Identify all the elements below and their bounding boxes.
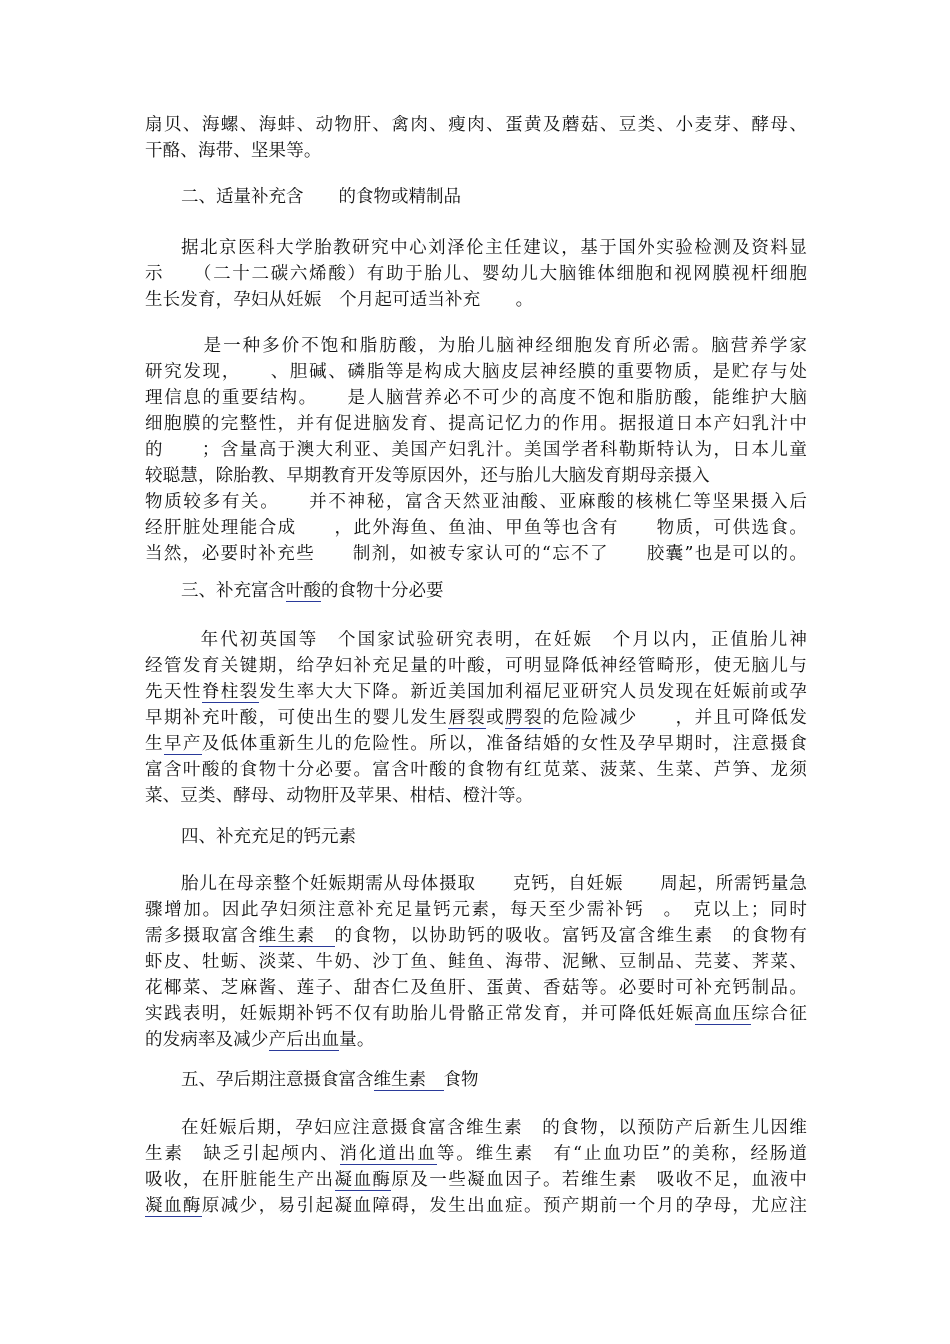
text-line: 示 （二十二碳六烯酸）有助于胎儿、婴幼儿大脑锥体细胞和视网膜视杆细胞	[145, 264, 807, 284]
text-line: 菜、豆类、酵母、动物肝及苹果、柑桔、橙汁等。	[145, 786, 534, 806]
text-line: 扇贝、海螺、海蚌、动物肝、禽肉、瘦肉、蛋黄及蘑菇、豆类、小麦芽、酵母、	[145, 115, 807, 135]
text-line: 需多摄取富含维生素 的食物，以协助钙的吸收。富钙及富含维生素 的食物有	[145, 926, 808, 946]
paragraph-folic-acid	[145, 627, 807, 809]
text-line: 当然，必要时补充些 制剂，如被专家认可的“忘不了 胶囊”也是可以的。	[145, 544, 807, 564]
text-line: 物质较多有关。 并不神秘，富含天然亚油酸、亚麻酸的核桃仁等坚果摄入后	[145, 492, 807, 512]
text-line: 骤增加。因此孕妇须注意补充足量钙元素，每天至少需补钙 。 克以上；同时	[145, 900, 807, 920]
text-line: 在妊娠后期，孕妇应注意摄食富含维生素 的食物，以预防产后新生儿因维	[181, 1118, 807, 1138]
paragraph-foods-zinc	[145, 112, 807, 164]
heading-text: 三、补充富含	[181, 581, 286, 601]
text-line: 早期补充叶酸，可使出生的婴儿发生唇裂或腭裂的危险减少 ，并且可降低发	[145, 708, 807, 728]
text-line: 花椰菜、芝麻酱、莲子、甜杏仁及鱼肝、蛋黄、香菇等。必要时可补充钙制品。	[145, 978, 807, 998]
link-postpartum-hemorrhage[interactable]: 产后出血	[268, 1030, 340, 1050]
text-line: 先天性脊柱裂发生率大大下降。新近美国加利福尼亚研究人员发现在妊娠前或孕	[145, 682, 807, 702]
heading-text: 的食物十分必要	[321, 581, 444, 601]
link-thrombin[interactable]: 凝血酶	[145, 1196, 202, 1216]
paragraph-vitamin-k	[145, 1115, 807, 1219]
text-line: 实践表明，妊娠期补钙不仅有助胎儿骨骼正常发育，并可降低妊娠高血压综合征	[145, 1004, 807, 1024]
section-heading-5	[145, 1067, 479, 1093]
text-line: 经管发育关键期，给孕妇补充足量的叶酸，可明显降低神经管畸形，使无脑儿与	[145, 656, 807, 676]
text-line: 较聪慧，除胎教、早期教育开发等原因外，还与胎儿大脑发育期母亲摄入	[145, 466, 710, 486]
text-line: 据北京医科大学胎教研究中心刘泽伦主任建议，基于国外实验检测及资料显	[181, 238, 807, 258]
text-line: 的 ；含量高于澳大利亚、美国产妇乳汁。美国学者科勒斯特认为，日本儿童	[145, 440, 807, 460]
section-heading-2: 二、适量补充含 的食物或精制品	[181, 187, 461, 207]
text-line: 年代初英国等 个国家试验研究表明，在妊娠 个月以内，正值胎儿神	[181, 630, 807, 650]
text-line: 细胞膜的完整性，并有促进脑发育、提高记忆力的作用。据报道日本产妇乳汁中	[145, 414, 807, 434]
heading-text: 食物	[443, 1070, 479, 1090]
text-line: 胎儿在母亲整个妊娠期需从母体摄取 克钙，自妊娠 周起，所需钙量急	[181, 874, 807, 894]
link-premature-birth[interactable]: 早产	[163, 734, 202, 754]
paragraph-calcium	[145, 871, 807, 1053]
link-gi-bleeding[interactable]: 消化道出血	[339, 1144, 437, 1164]
text-line: 是一种多价不饱和脂肪酸，为胎儿脑神经细胞发育所必需。脑营养学家	[145, 336, 807, 356]
text-line: 经肝脏处理能合成 ，此外海鱼、鱼油、甲鱼等也含有 物质，可供选食。	[145, 518, 807, 538]
text-line: 生素 缺乏引起颅内、消化道出血等。维生素 有“止血功臣”的美称，经肠道	[145, 1144, 808, 1164]
text-line: 生早产及低体重新生儿的危险性。所以，准备结婚的女性及孕早期时，注意摄食	[145, 734, 807, 754]
paragraph-dha-intro	[145, 235, 807, 313]
text-line: 吸收，在肝脏能生产出凝血酶原及一些凝血因子。若维生素 吸收不足，血液中	[145, 1170, 807, 1190]
text-line: 富含叶酸的食物十分必要。富含叶酸的食物有红苋菜、菠菜、生菜、芦笋、龙须	[145, 760, 807, 780]
section-heading-4: 四、补充充足的钙元素	[181, 827, 356, 847]
link-cleft-palate[interactable]: 腭裂	[505, 708, 543, 728]
paragraph-dha-details	[145, 333, 807, 567]
link-vitamin-d[interactable]: 维生素	[258, 926, 335, 946]
text-line: 的发病率及减少产后出血量。	[145, 1030, 375, 1050]
link-cleft-lip[interactable]: 唇裂	[448, 708, 487, 728]
link-vitamin-k[interactable]: 维生素	[373, 1070, 444, 1090]
text-line: 理信息的重要结构。 是人脑营养必不可少的高度不饱和脂肪酸，能维护大脑	[145, 388, 807, 408]
link-spina-bifida[interactable]: 脊柱裂	[201, 682, 259, 702]
link-hypertension[interactable]: 高血压	[694, 1004, 752, 1024]
section-heading-3	[145, 578, 444, 604]
text-line: 凝血酶原减少，易引起凝血障碍，发生出血症。预产期前一个月的孕母，尤应注	[145, 1196, 807, 1216]
link-folic-acid[interactable]: 叶酸	[286, 581, 321, 601]
text-line: 研究发现， 、胆碱、磷脂等是构成大脑皮层神经膜的重要物质，是贮存与处	[145, 362, 807, 382]
link-thrombin[interactable]: 凝血酶	[334, 1170, 392, 1190]
text-line: 生长发育，孕妇从妊娠 个月起可适当补充 。	[145, 290, 534, 310]
heading-text: 五、孕后期注意摄食富含	[181, 1070, 374, 1090]
text-line: 干酪、海带、坚果等。	[145, 141, 322, 161]
text-line: 虾皮、牡蛎、淡菜、牛奶、沙丁鱼、鲑鱼、海带、泥鳅、豆制品、芫荽、荠菜、	[145, 952, 807, 972]
